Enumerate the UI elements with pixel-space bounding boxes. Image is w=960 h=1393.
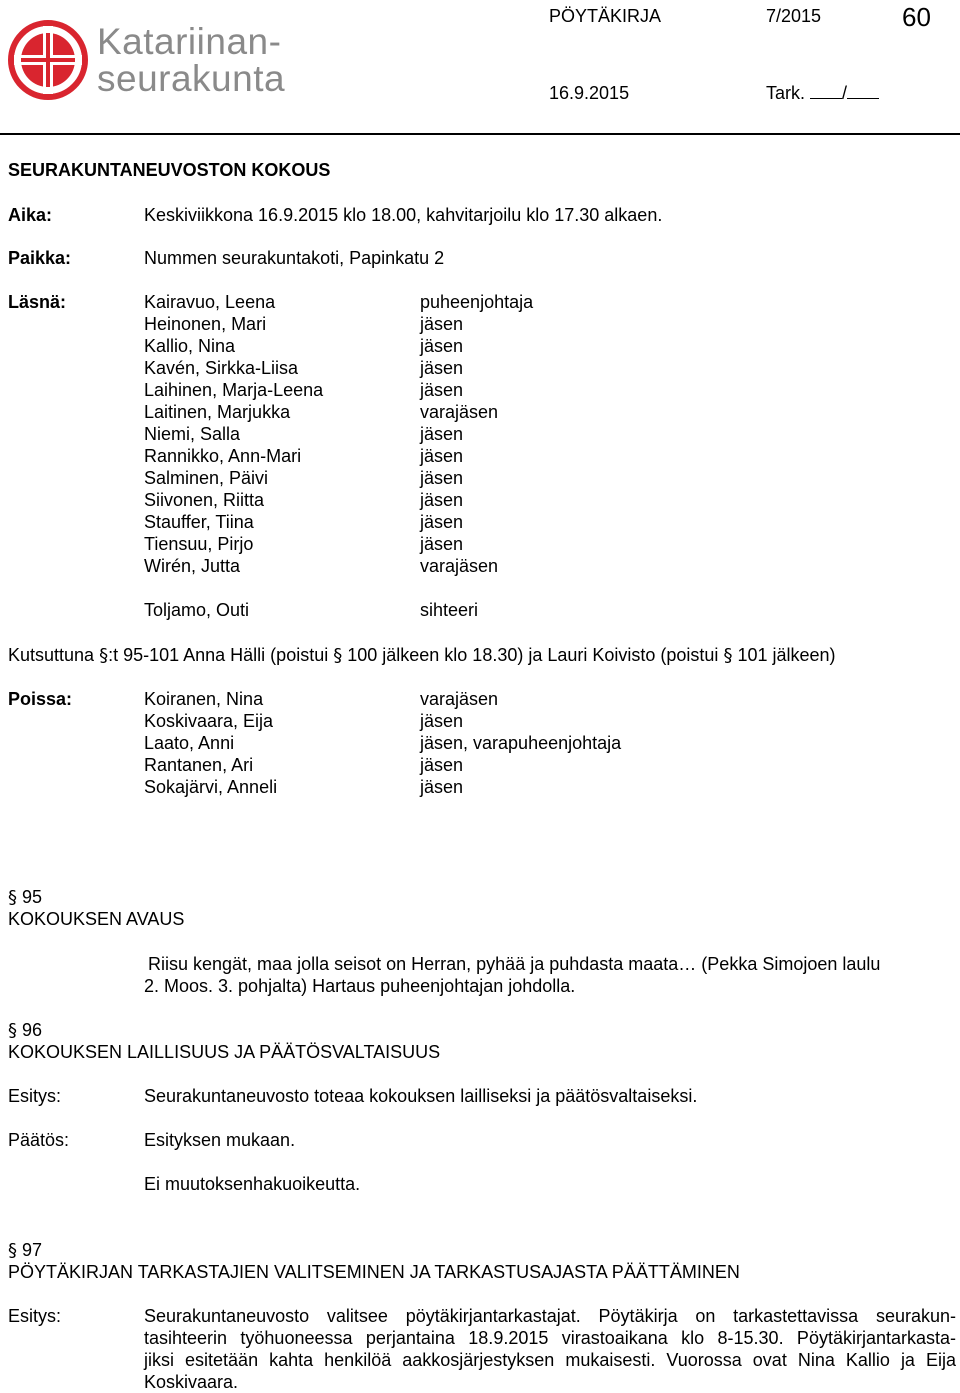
absent-label: Poissa: <box>8 689 73 709</box>
check-blank-2 <box>847 82 879 99</box>
logo-name-line2: seurakunta <box>97 58 286 99</box>
time-label: Aika: <box>8 205 53 225</box>
present-member-role: varajäsen <box>420 556 499 576</box>
section-96-proposal: Seurakuntaneuvosto toteaa kokouksen lailliseksi ja päätösvaltaiseksi. <box>144 1086 698 1106</box>
section-number: 97 <box>22 1240 43 1260</box>
absent-member-name: Laato, Anni <box>144 733 235 753</box>
section-sign: § <box>8 887 17 908</box>
present-member-row <box>144 511 664 533</box>
absent-member-row <box>144 688 664 710</box>
section-97-line-2: tasihteerin työhuoneessa perjantaina 18.9.2015 virastoaikana klo 8-15.30. Pöytäkirjantarkasta- <box>144 1328 956 1348</box>
section-97-line-3: jiksi esitetään kahta henkilöä aakkosjärjestyksen mukaisesti. Vuorossa ovat Nina Kallio ja Eija <box>144 1350 956 1370</box>
section-95-text-1: Riisu kengät, maa jolla seisot on Herran, pyhää ja puhdasta maata… (Pekka Simojoen laulu <box>148 954 881 974</box>
present-member-role: puheenjohtaja <box>420 292 534 312</box>
section-97-line-4: Koskivaara. <box>144 1372 239 1392</box>
absent-member-role: jäsen <box>420 755 464 775</box>
section-95-number <box>8 886 42 909</box>
present-member-name: Stauffer, Tiina <box>144 512 254 532</box>
present-member-row <box>144 555 664 577</box>
check-field: Tark. / <box>766 82 879 104</box>
invited-text-4: 101 jälkeen) <box>732 645 836 665</box>
section-96-title: KOKOUKSEN LAILLISUUS JA PÄÄTÖSVALTAISUUS <box>8 1042 441 1062</box>
logo-name-line1: Katariinan- <box>97 21 282 62</box>
section-sign: § <box>723 645 733 666</box>
present-member-name: Niemi, Salla <box>144 424 241 444</box>
present-member-name: Salminen, Päivi <box>144 468 269 488</box>
absent-member-role: jäsen, varapuheenjohtaja <box>420 733 622 753</box>
present-member-row <box>144 445 664 467</box>
absent-member-row <box>144 754 664 776</box>
present-member-row <box>144 313 664 335</box>
present-member-name: Siivonen, Riitta <box>144 490 265 510</box>
present-member-row <box>144 291 664 313</box>
parish-logo <box>8 20 88 100</box>
absent-member-name: Rantanen, Ari <box>144 755 254 775</box>
present-member-role: jäsen <box>420 446 464 466</box>
absent-member-row <box>144 710 664 732</box>
section-97-proposal <box>144 1305 956 1393</box>
time-value: Keskiviikkona 16.9.2015 klo 18.00, kahvitarjoilu klo 17.30 alkaen. <box>144 205 663 225</box>
present-member-row <box>144 401 664 423</box>
absent-member-role: varajäsen <box>420 689 499 709</box>
section-sign: § <box>8 1020 17 1041</box>
place-value: Nummen seurakuntakoti, Papinkatu 2 <box>144 248 445 268</box>
section-96-proposal-label: Esitys: <box>8 1086 62 1106</box>
absent-member-role: jäsen <box>420 777 464 797</box>
present-member-name: Heinonen, Mari <box>144 314 267 334</box>
absent-list <box>144 688 664 798</box>
present-member-role: jäsen <box>420 424 464 444</box>
absent-member-name: Koskivaara, Eija <box>144 711 274 731</box>
check-label: Tark. <box>766 83 806 103</box>
section-sign: § <box>99 645 109 666</box>
secretary-name: Toljamo, Outi <box>144 600 250 620</box>
absent-member-name: Sokajärvi, Anneli <box>144 777 278 797</box>
present-member-role: varajäsen <box>420 402 499 422</box>
section-95-title: KOKOUKSEN AVAUS <box>8 909 185 929</box>
section-sign: § <box>8 1240 17 1261</box>
present-member-name: Tiensuu, Pirjo <box>144 534 254 554</box>
present-member-name: Laihinen, Marja-Leena <box>144 380 324 400</box>
present-member-name: Laitinen, Marjukka <box>144 402 291 422</box>
present-member-role: jäsen <box>420 534 464 554</box>
section-96-number <box>8 1019 42 1042</box>
present-member-row <box>144 533 664 555</box>
section-96-appeal: Ei muutoksenhakuoikeutta. <box>144 1174 361 1194</box>
section-97-proposal-label: Esitys: <box>8 1306 62 1326</box>
present-member-row <box>144 335 664 357</box>
section-number: 96 <box>22 1020 43 1040</box>
present-member-name: Kairavuo, Leena <box>144 292 276 312</box>
section-95-text-2: 2. Moos. 3. pohjalta) Hartaus puheenjohtajan johdolla. <box>144 976 576 996</box>
doc-type: PÖYTÄKIRJA <box>549 6 662 26</box>
absent-member-name: Koiranen, Nina <box>144 689 264 709</box>
present-member-role: jäsen <box>420 380 464 400</box>
present-member-name: Rannikko, Ann-Mari <box>144 446 302 466</box>
present-member-role: jäsen <box>420 512 464 532</box>
present-member-role: jäsen <box>420 336 464 356</box>
present-member-row <box>144 357 664 379</box>
logo-cross-icon <box>8 20 88 100</box>
doc-date: 16.9.2015 <box>549 83 630 103</box>
section-97-number <box>8 1239 42 1262</box>
invited-line <box>8 644 836 667</box>
present-member-name: Kavén, Sirkka-Liisa <box>144 358 299 378</box>
present-label: Läsnä: <box>8 292 67 312</box>
section-97-title: PÖYTÄKIRJAN TARKASTAJIEN VALITSEMINEN JA TARKASTUSAJASTA PÄÄTTÄMINEN <box>8 1262 740 1282</box>
present-member-row <box>144 423 664 445</box>
page-number: 60 <box>902 2 931 32</box>
present-member-role: jäsen <box>420 314 464 334</box>
doc-number: 7/2015 <box>766 6 822 26</box>
present-member-name: Wirén, Jutta <box>144 556 241 576</box>
secretary-role: sihteeri <box>420 600 479 620</box>
place-label: Paikka: <box>8 248 72 268</box>
absent-member-role: jäsen <box>420 711 464 731</box>
present-member-role: jäsen <box>420 358 464 378</box>
present-member-row <box>144 467 664 489</box>
present-member-row <box>144 379 664 401</box>
section-96-decision-label: Päätös: <box>8 1130 70 1150</box>
present-member-name: Kallio, Nina <box>144 336 236 356</box>
absent-member-row <box>144 732 664 754</box>
present-member-row <box>144 489 664 511</box>
check-blank-1 <box>810 82 842 99</box>
section-sign: § <box>333 645 343 666</box>
present-member-role: jäsen <box>420 468 464 488</box>
present-member-role: jäsen <box>420 490 464 510</box>
invited-text-1: Kutsuttuna <box>8 645 100 665</box>
invited-text-2: :t 95-101 Anna Hälli (poistui <box>108 645 334 665</box>
section-97-line-1: Seurakuntaneuvosto valitsee pöytäkirjantarkastajat. Pöytäkirja on tarkastettavissa seurakun- <box>144 1306 956 1326</box>
invited-text-3: 100 jälkeen klo 18.30) ja Lauri Koivisto (poistui <box>342 645 724 665</box>
absent-member-row <box>144 776 664 798</box>
present-list <box>144 291 664 621</box>
meeting-title: SEURAKUNTANEUVOSTON KOKOUS <box>8 160 331 180</box>
section-number: 95 <box>22 887 43 907</box>
section-96-decision: Esityksen mukaan. <box>144 1130 296 1150</box>
secretary-row <box>144 599 664 621</box>
header-rule <box>0 133 960 135</box>
